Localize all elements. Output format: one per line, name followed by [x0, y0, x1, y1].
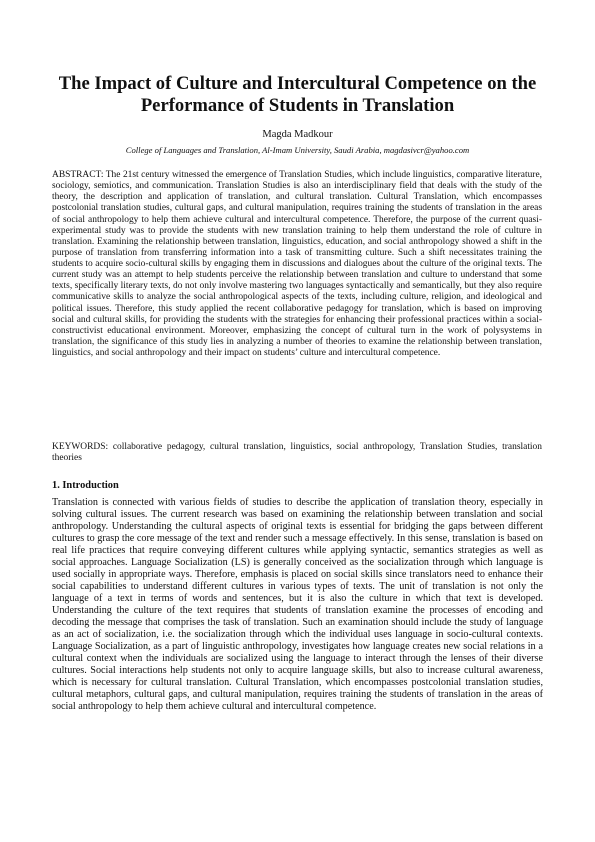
author-name: Magda Madkour	[262, 129, 333, 140]
author-affiliation: College of Languages and Translation, Al-Imam University, Saudi Arabia, magdasivcr@yahoo.com	[125, 145, 470, 155]
introduction-paragraph: Translation is connected with various fields of studies to describe the application of translation theory, especially in solving cultural issues. The current research was based on examining the relationship between translation and social anthropology. Understanding the cultural aspects of original texts is essential for bridging the gaps between different cultures to grasp the core message of the text and render such a message effectively. In this sense, translation is based on real life practices that require conveying different cultures while applying syntactic, semantics strategies as well as social approaches. Language Socialization (LS) is generally conceived as the socialization through which language is used socially in appropriate ways. Therefore, emphasis is placed on social skills since translators need to enhance their social capabilities to understand different cultures in various types of texts. The unit of translation is not only the language of a text in terms of words and sentences, but it is also the culture in which that text is developed. Understanding the culture of the text requires that students of translation examine the processes of encoding and decoding the message that comprises the task of translation. Such an examination should include the study of language as an act of socialization, i.e. the socialization through which the individual uses language in socio-cultural contexts. Language Socialization, as a part of linguistic anthropology, investigates how language creates new social relations in a cultural context when the individuals are socialized using the language to interact through the lenses of their diverse cultures. Social interactions help students not only to acquire language skills, but also to increase cultural awareness, which is necessary for cultural translation. Cultural Translation, which encompasses postcolonial translation studies, cultural metaphors, cultural gaps, and cultural manipulation, requires training the students of translation in the areas of social anthropology to help them achieve cultural and intercultural competence.	[52, 497, 543, 713]
paper-title: The Impact of Culture and Intercultural Competence on the Performance of Students in Translation	[58, 73, 537, 116]
abstract-paragraph: ABSTRACT: The 21st century witnessed the emergence of Translation Studies, which include linguistics, comparative literature, sociology, semiotics, and communication. Translation Studies is also an interdisciplinary field that deals with the study of the theory, the description and application of translation, and cultural translation. Cultural Translation, which encompasses postcolonial translation studies, cultural gaps, and cultural manipulation, requires training the students of translation in the areas of social anthropology to help them achieve cultural and intercultural competence. Therefore, the purpose of the current quasi-experimental study was to provide the students with new translation training to help them understand the role of culture in translation. Examining the relationship between translation, linguistics, education, and social anthropology showed a shift in the purpose of translation from transferring information into a task of transmitting culture. Such a shift necessitates training the students to acquire socio-cultural skills by engaging them in discussions and dialogues about the culture of the original texts. The current study was an attempt to help students perceive the relationship between translation and culture to understand that some texts, specifically literary texts, do not only involve mastering two languages syntactically and semantically, but they also require communicative skills to analyze the social anthropological aspects of the texts, including culture, religion, and ideological and political issues. Therefore, this study applied the recent collaborative pedagogy for translation, which is based on improving social and cultural skills, for providing the students with the strategies for enhancing their professional practices within a social-constructivist educational environment. Moreover, emphasizing the concept of cultural turn in the work of polysystems in translation, the significance of this study lies in analyzing a number of theories to examine the relationship between translation, linguistics, and social anthropology and their impact on students’ culture and intercultural competence.	[52, 170, 542, 358]
keywords-paragraph: KEYWORDS: collaborative pedagogy, cultural translation, linguistics, social anthropology, Translation Studies, translation theories	[52, 442, 542, 464]
section-heading-introduction: 1. Introduction	[52, 480, 119, 491]
